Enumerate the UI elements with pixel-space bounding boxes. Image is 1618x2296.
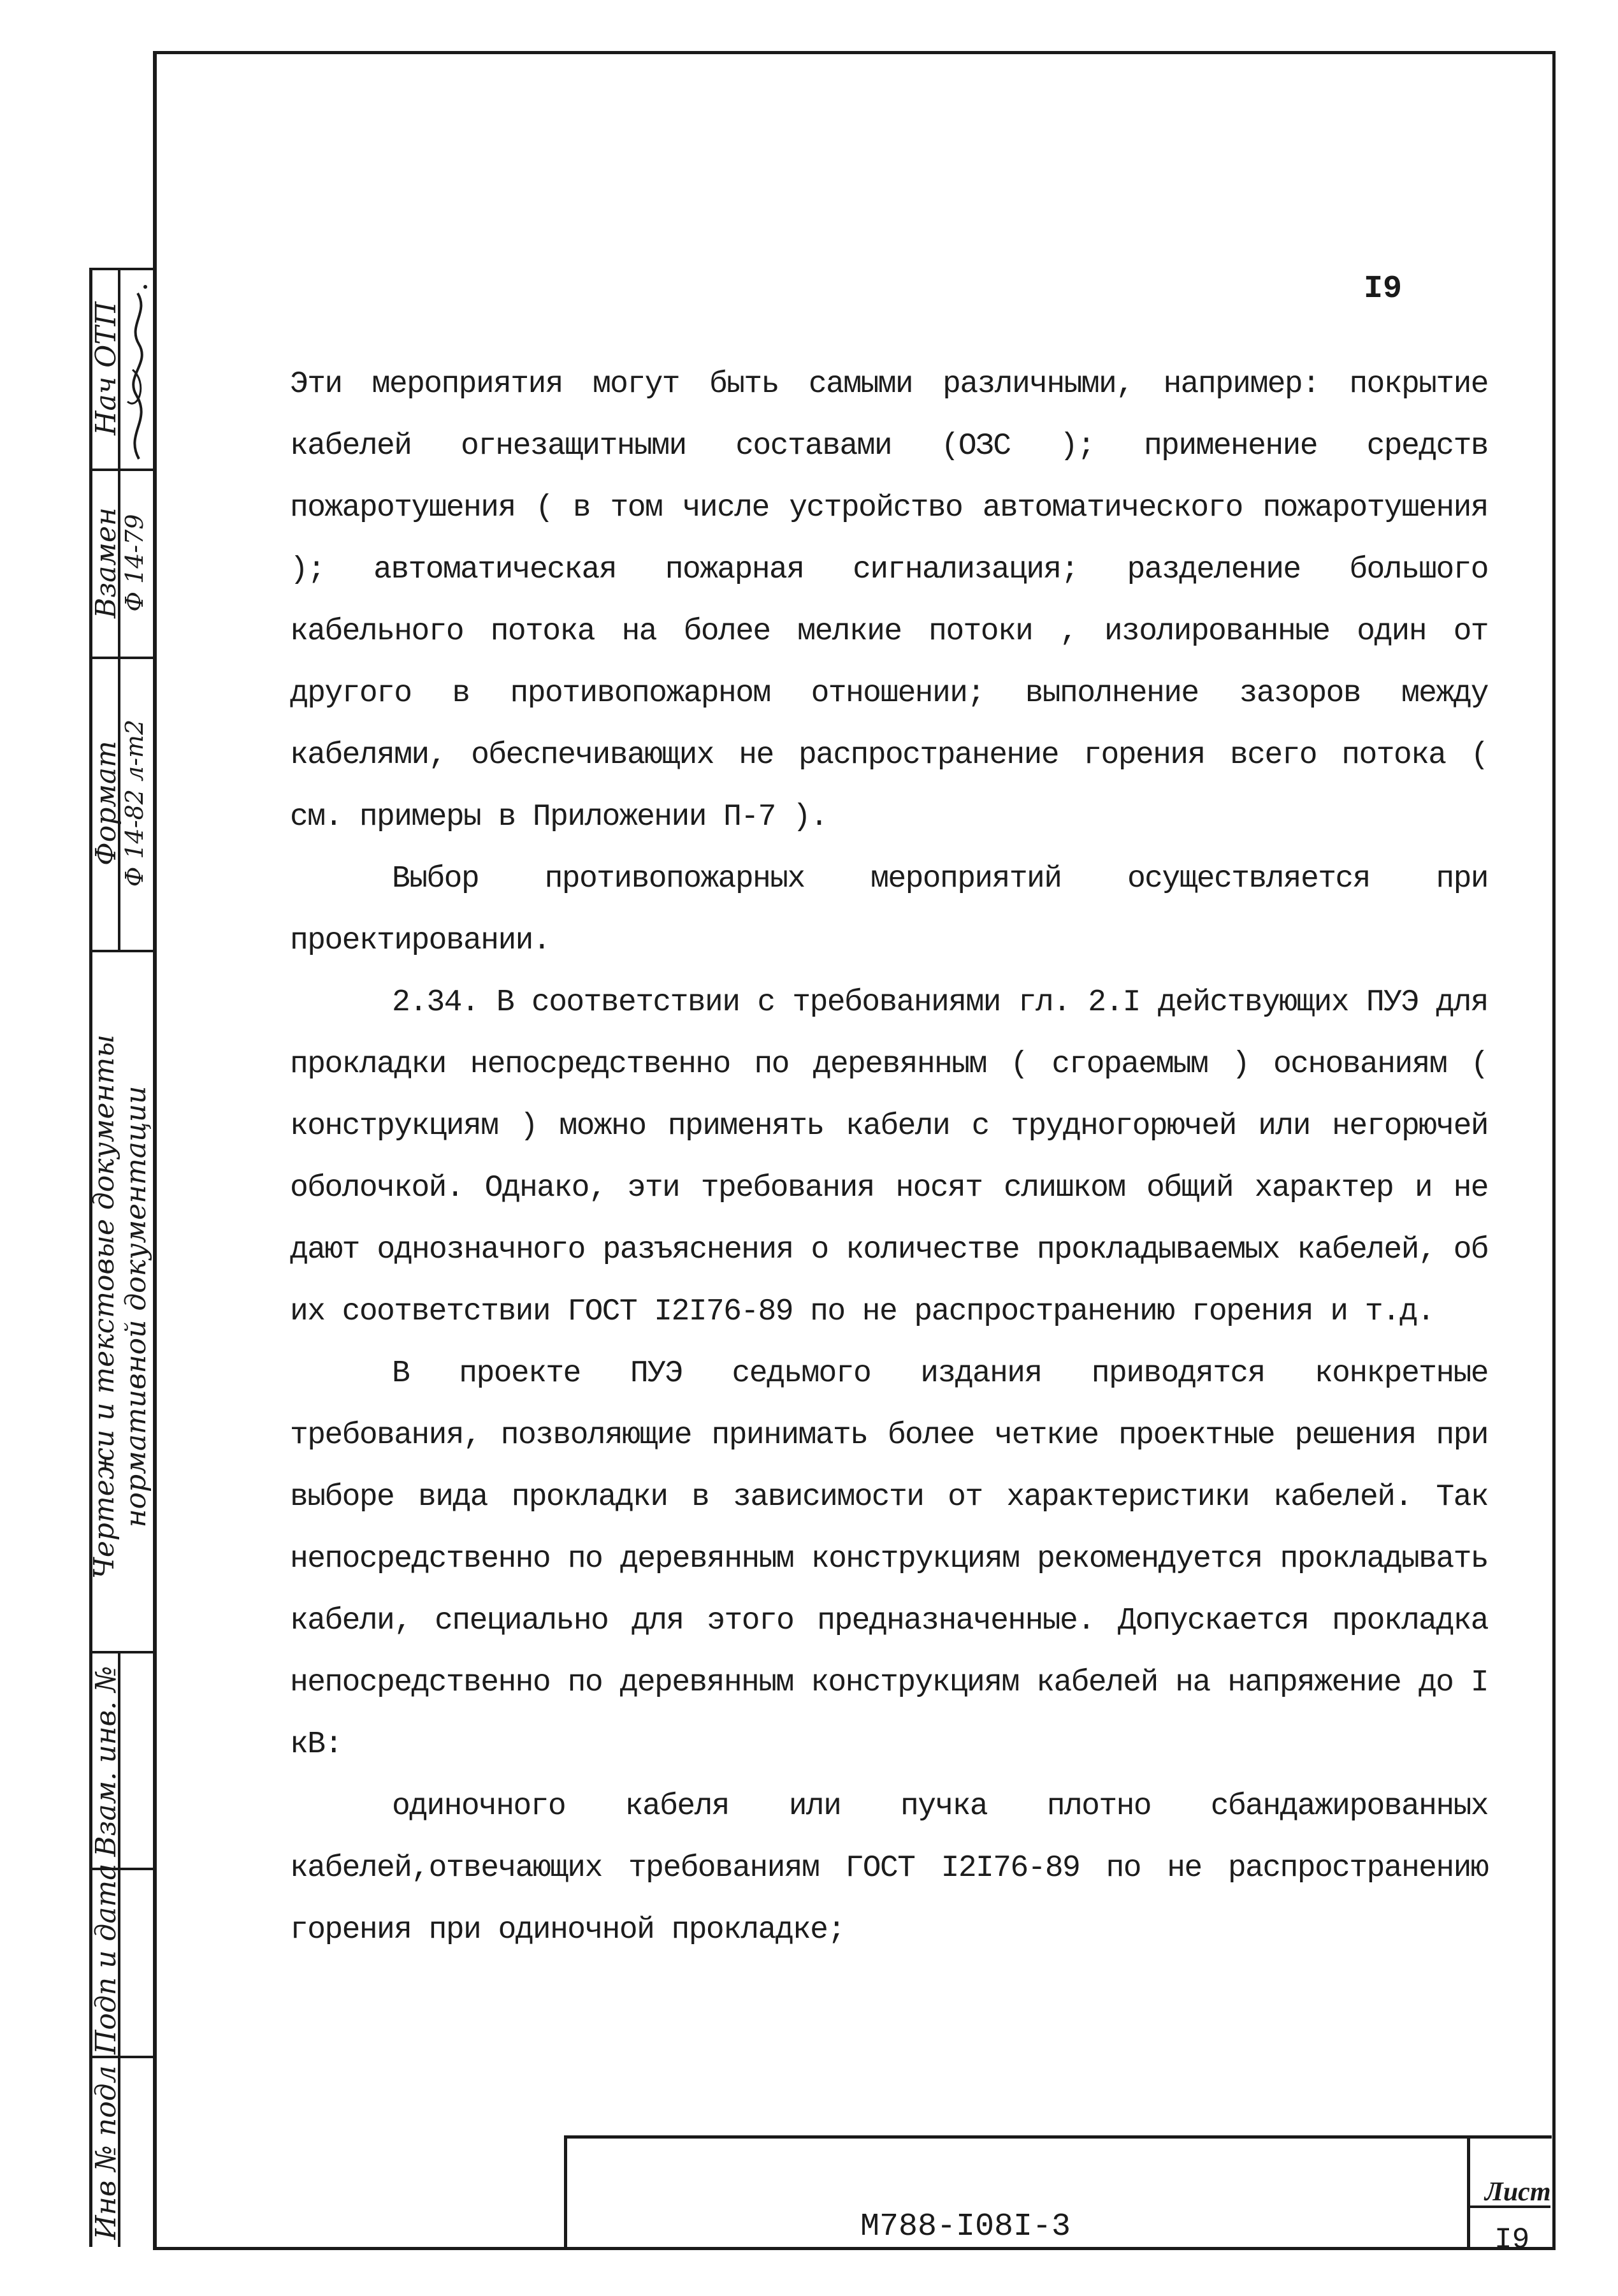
- margin-label-sign-date: Подп и дата: [90, 1863, 122, 2054]
- document-code: М788-I08I-3: [860, 2209, 1071, 2245]
- paragraph-5: одиночного кабеля или пучка плотно сбандажированных кабелей,отвечающих требованиям ГОСТ I2I76-89 по не распространению горения при одиночной прокладке;: [290, 1789, 1488, 1947]
- margin-title-line1: Чертежи и текстовые документы: [88, 1034, 120, 1580]
- stamp-left-line: [564, 2135, 567, 2247]
- stamp-top-line: [566, 2135, 1552, 2139]
- margin-label-replace-inv: Взам. инв. №: [90, 1666, 122, 1857]
- page-number: I9: [1364, 271, 1403, 307]
- paragraph-2: Выбор противопожарных мероприятий осуществляется при проектировании.: [290, 862, 1488, 958]
- body-text: [290, 354, 1488, 1961]
- paragraph-4: В проекте ПУЭ седьмого издания приводятся конкретные требования, позволяющие принимать более четкие проектные решения при выборе вида прокладки в зависимости от характеристики кабелей. Так непосредственно по деревянным конструкциям рекомендуется прокладывать кабели, специально для этого предназначенные. Допускается прокладка непосредственно по деревянным конструкциям кабелей на напряжение до I кВ:: [290, 1356, 1488, 1762]
- margin-divider-6: [89, 2056, 156, 2058]
- margin-value-format: Ф 14-82 л-т2: [120, 719, 148, 887]
- sheet-label: Лист: [1485, 2177, 1551, 2207]
- margin-divider-2: [89, 657, 156, 659]
- margin-divider-4: [89, 1651, 156, 1653]
- margin-title-line2: нормативной документации: [120, 1086, 152, 1528]
- margin-label-inv-number: Инв № подл: [90, 2065, 122, 2240]
- margin-divider-3: [89, 950, 156, 952]
- margin-value-replace: Ф 14-79: [120, 514, 148, 612]
- margin-header-otp: Нач ОТП: [90, 302, 122, 435]
- signature-icon: [120, 274, 155, 465]
- paragraph-3: 2.34. В соответствии с требованиями гл. 2.I действующих ПУЭ для прокладки непосредственно по деревянным ( сгораемым ) основаниям ( конструкциям ) можно применять кабели с трудногорючей или негорючей оболочкой. Однако, эти требования носят слишком общий характер и не дают однозначного разъяснения о количестве прокладываемых кабелей, об их соответствии ГОСТ I2I76-89 по не распространению горения и т.д.: [290, 985, 1488, 1329]
- margin-header-format: Формат: [90, 741, 122, 866]
- margin-header-replace: Взамен: [90, 507, 122, 619]
- paragraph-1: Эти мероприятия могут быть самыми различными, например: покрытие кабелей огнезащитными составами (ОЗС ); применение средств пожаротушения ( в том числе устройство автоматического пожаротушения ); автоматическая пожарная сигнализация; разделение большого кабельного потока на более мелкие потоки , изолированные один от другого в противопожарном отношении; выполнение зазоров между кабелями, обеспечивающих не распространение горения всего потока ( см. примеры в Приложении П-7 ).: [290, 367, 1488, 834]
- stamp-divider-line: [1467, 2135, 1470, 2247]
- sheet-number: I9: [1494, 2223, 1530, 2256]
